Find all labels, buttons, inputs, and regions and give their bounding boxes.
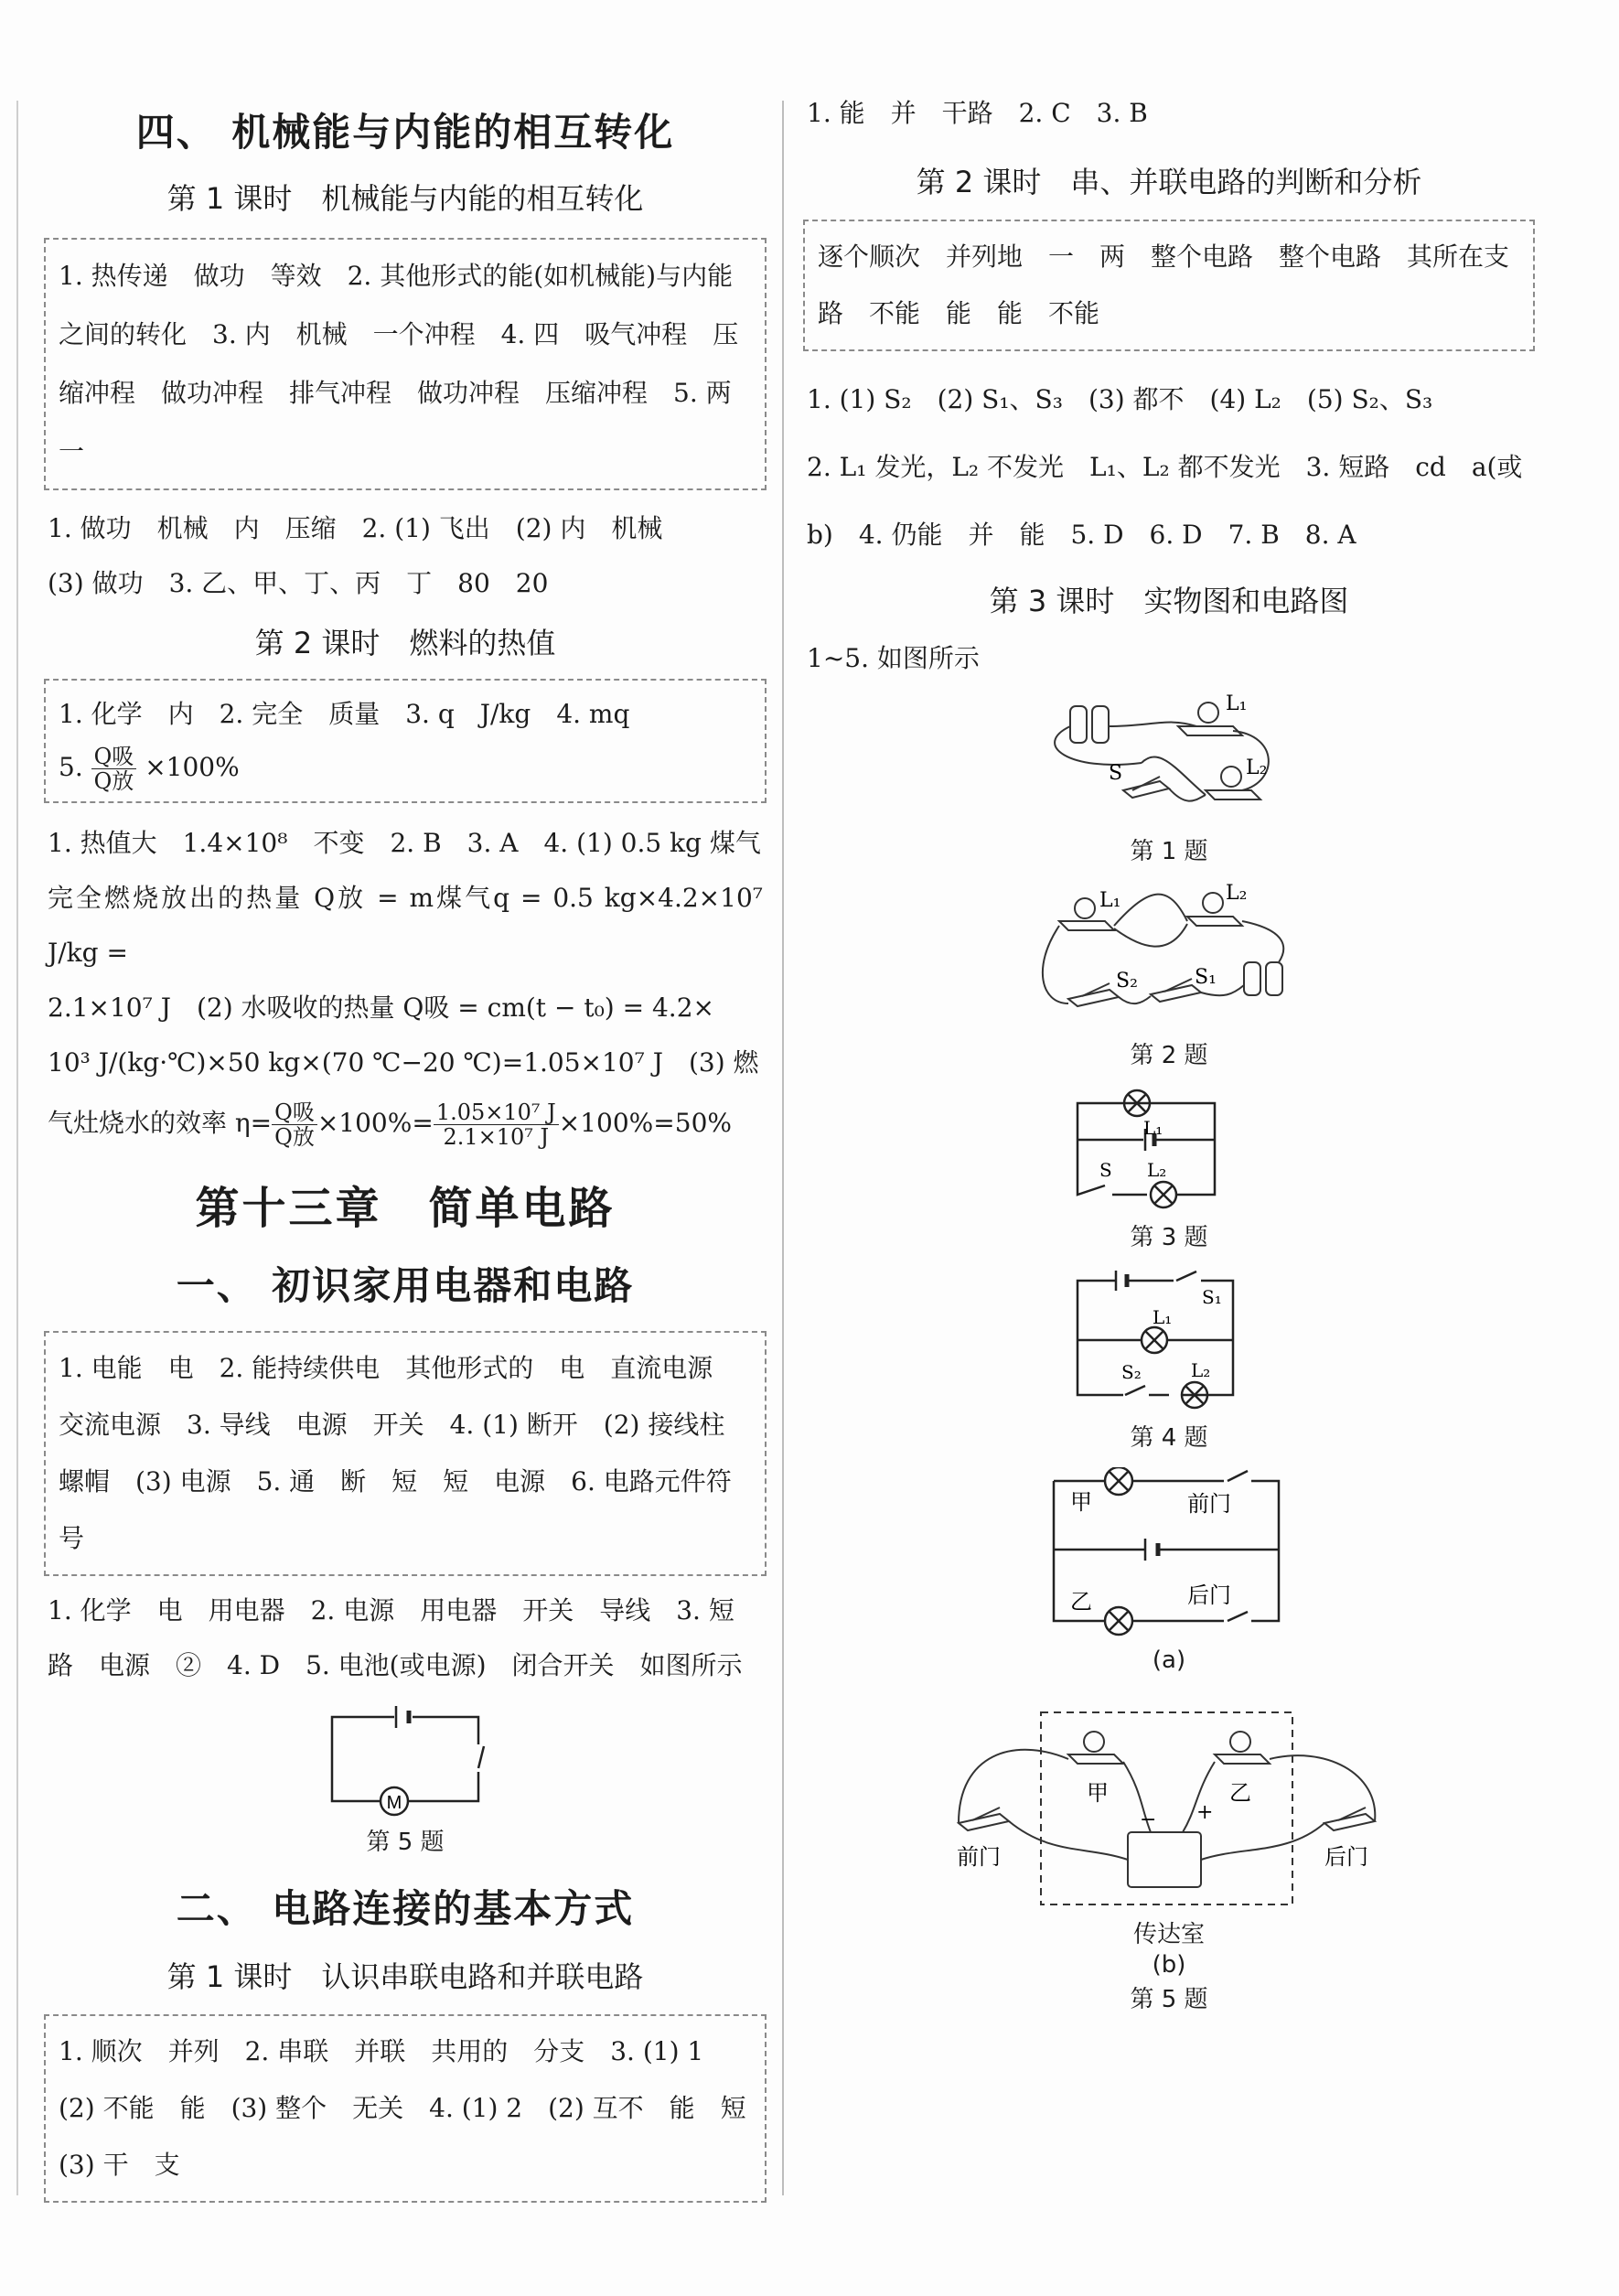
circuit-figure-q5 — [44, 1699, 767, 1857]
answer-line: 1. 做功 机械 内 压缩 2. (1) 飞出 (2) 内 机械 — [48, 513, 663, 543]
answer-line: 1. 热值大 1.4×10⁸ 不变 2. B 3. A 4. (1) 0.5 kg 煤气 — [48, 828, 761, 858]
answer-line: 1. 能 并 干路 2. C 3. B — [807, 98, 1148, 128]
formula-line — [59, 741, 752, 794]
switch-S1-label: S₁ — [1195, 966, 1217, 989]
lamp-L2-label: L₂ — [1147, 1159, 1167, 1181]
formula-tail: ×100% — [145, 752, 240, 782]
battery-plus-label: + — [1196, 1801, 1214, 1824]
figure-caption: 第 5 题 — [1130, 1986, 1208, 2013]
section-title: 四、 机械能与内能的相互转化 — [135, 110, 675, 155]
formula-line — [44, 1090, 767, 1156]
figure-caption: (a) — [1152, 1647, 1186, 1674]
lesson-title: 第 1 课时 认识串联电路和并联电路 — [166, 1959, 644, 1994]
switch-S1-label: S₁ — [1202, 1286, 1222, 1308]
denominator: Q放 — [93, 768, 134, 794]
lamp-L1-label: L₁ — [1153, 1306, 1173, 1328]
lamp-L1-label: L₁ — [1143, 1117, 1163, 1139]
room-label: 传达室 — [1132, 1921, 1205, 1948]
answer-line: 1. 化学 电 用电器 2. 电源 用电器 开关 导线 3. 短 — [48, 1595, 734, 1625]
answer-line: 1. (1) S₂ (2) S₁、S₃ (3) 都不 (4) L₂ (5) S₂、S₃ — [807, 384, 1433, 414]
back-door-label: 后门 — [1187, 1583, 1231, 1608]
figure-caption: 第 5 题 — [366, 1829, 445, 1856]
numerator: 1.05×10⁷ J — [434, 1100, 559, 1125]
answer-line: 1~5. 如图所示 — [807, 643, 980, 673]
circuit-figure-q3 — [803, 1085, 1535, 1252]
front-door-label: 前门 — [1187, 1492, 1231, 1517]
lamp-L2-label: L₂ — [1246, 756, 1268, 779]
lamp-L2-label: L₂ — [1191, 1359, 1211, 1381]
figure-caption: 第 3 题 — [1130, 1224, 1208, 1251]
item-number: 5. — [59, 752, 83, 782]
circuit-figure-q1 — [803, 690, 1535, 866]
answer-box: 1. 电能 电 2. 能持续供电 其他形式的 电 直流电源 交流电源 3. 导线 电源 开关 4. (1) 断开 (2) 接线柱 螺帽 (3) 电源 5. 通 断 短 短 电源 6. 电路元件符号 — [44, 1331, 767, 1576]
answer-line: 1. 化学 内 2. 完全 质量 3. q J/kg 4. mq — [59, 699, 630, 729]
section-title: 二、 电路连接的基本方式 — [176, 1886, 635, 1931]
formula-tail: ×100%=50% — [558, 1108, 732, 1138]
numerator: Q吸 — [91, 745, 137, 769]
lesson-title: 第 2 课时 串、并联电路的判断和分析 — [916, 165, 1422, 199]
motor-circuit-diagram — [314, 1699, 497, 1818]
circuit-diagram-5a — [1041, 1467, 1297, 1641]
real-circuit-1 — [1032, 690, 1306, 827]
lamp-L2-label: L₂ — [1226, 882, 1248, 905]
circuit-figure-q5a — [803, 1467, 1535, 1674]
lamp-L1-label: L₁ — [1099, 889, 1121, 912]
switch-S2-label: S₂ — [1116, 970, 1138, 992]
figure-caption: 第 1 题 — [1130, 838, 1208, 865]
left-column — [44, 82, 772, 2203]
figure-caption: (b) — [1152, 1951, 1186, 1979]
formula-middle: ×100%= — [316, 1108, 434, 1138]
battery-minus-label: − — [1140, 1808, 1157, 1831]
answer-line: 10³ J/(kg·℃)×50 kg×(70 ℃−20 ℃)=1.05×10⁷ J (3) 燃 — [48, 1047, 759, 1078]
answer-box: 逐个顺次 并列地 一 两 整个电路 整个电路 其所在支路 不能 能 能 不能 — [803, 220, 1535, 351]
front-door-label: 前门 — [957, 1845, 1001, 1870]
chapter-title: 第十三章 简单电路 — [195, 1183, 616, 1234]
circuit-diagram-4 — [1068, 1267, 1270, 1413]
back-door-label: 后门 — [1324, 1845, 1368, 1870]
denominator: Q放 — [274, 1124, 315, 1150]
answer-line: (3) 做功 3. 乙、甲、丁、丙 丁 80 20 — [48, 568, 549, 598]
bell-yi-label: 乙 — [1070, 1590, 1092, 1615]
left-margin-rule — [16, 101, 18, 2195]
lesson-title: 第 2 课时 燃料的热值 — [254, 626, 556, 660]
bell-jia-label: 甲 — [1070, 1490, 1092, 1515]
answer-box: 1. 热传递 做功 等效 2. 其他形式的能(如机械能)与内能之间的转化 3. 内 机械 一个冲程 4. 四 吸气冲程 压缩冲程 做功冲程 排气冲程 做功冲程 压缩冲程 5. 两 一 — [44, 238, 767, 490]
lesson-title: 第 1 课时 机械能与内能的相互转化 — [166, 181, 644, 216]
lesson-title: 第 3 课时 实物图和电路图 — [989, 584, 1349, 618]
formula-head: 气灶烧水的效率 η= — [48, 1108, 273, 1138]
circuit-figure-q2 — [803, 875, 1535, 1070]
circuit-diagram-3 — [1068, 1085, 1270, 1213]
bell-jia-label: 甲 — [1087, 1781, 1109, 1806]
answer-line: 完全燃烧放出的热量 Q放 = m煤气q = 0.5 kg×4.2×10⁷ J/kg = — [48, 883, 763, 968]
numerator: Q吸 — [272, 1100, 317, 1125]
fraction — [434, 1100, 559, 1150]
lamp-L1-label: L₁ — [1226, 692, 1248, 715]
switch-S-label: S — [1109, 762, 1123, 785]
figure-caption: 第 4 题 — [1130, 1424, 1208, 1452]
answer-line: 2. L₁ 发光，L₂ 不发光 L₁、L₂ 都不发光 3. 短路 cd a(或 — [807, 452, 1523, 482]
circuit-figure-q5b — [803, 1709, 1535, 2014]
circuit-figure-q4 — [803, 1267, 1535, 1453]
answer-line: 路 电源 ② 4. D 5. 电池(或电源) 闭合开关 如图所示 — [48, 1650, 743, 1680]
column-divider — [782, 101, 784, 2195]
switch-S2-label: S₂ — [1121, 1361, 1142, 1383]
motor-label: M — [386, 1793, 402, 1813]
answer-box — [44, 679, 767, 803]
real-circuit-2 — [1032, 875, 1306, 1031]
switch-S-label: S — [1099, 1159, 1112, 1181]
right-column — [803, 82, 1535, 2014]
section-title: 一、 初识家用电器和电路 — [176, 1263, 635, 1308]
bell-yi-label: 乙 — [1229, 1781, 1251, 1806]
fraction — [91, 745, 137, 794]
answer-box: 1. 顺次 并列 2. 串联 并联 共用的 分支 3. (1) 1 (2) 不能 能 (3) 整个 无关 4. (1) 2 (2) 互不 能 短 (3) 干 支 — [44, 2014, 767, 2203]
fraction — [272, 1100, 317, 1150]
answer-line: b) 4. 仍能 并 能 5. D 6. D 7. B 8. A — [807, 520, 1356, 550]
real-circuit-5b — [940, 1709, 1398, 1910]
figure-caption: 第 2 题 — [1130, 1042, 1208, 1069]
answer-line: 2.1×10⁷ J (2) 水吸收的热量 Q吸 = cm(t − t₀) = 4.2× — [48, 992, 714, 1023]
denominator: 2.1×10⁷ J — [443, 1124, 550, 1150]
